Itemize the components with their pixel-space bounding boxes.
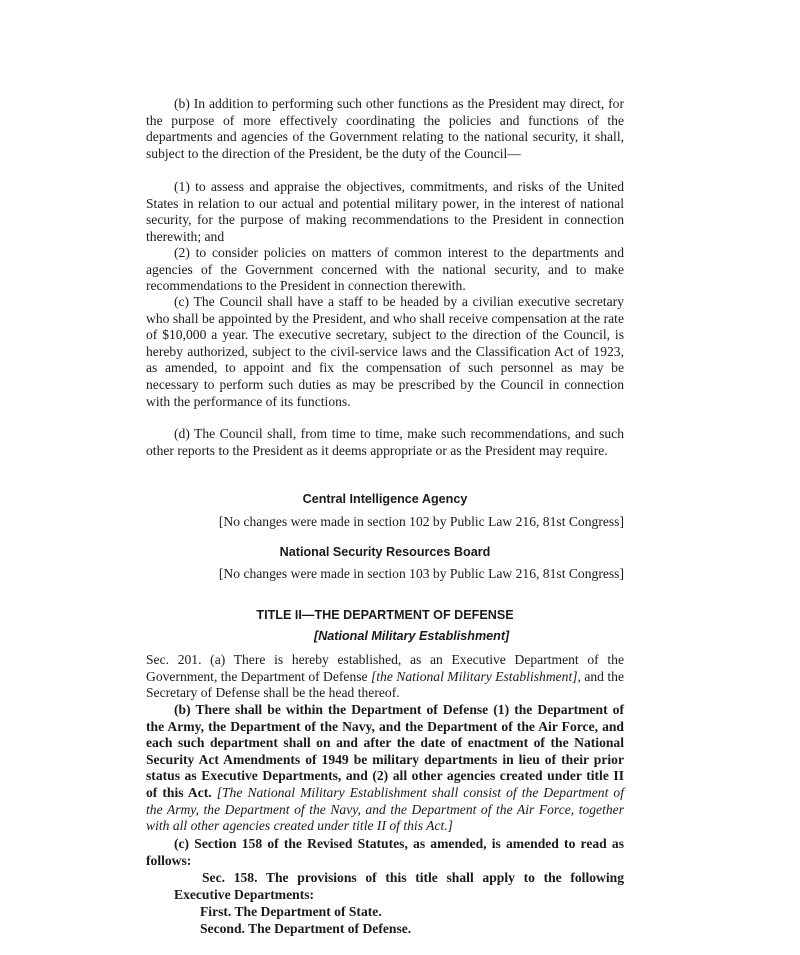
paragraph-d: (d) The Council shall, from time to time, make such recommendations, and such other reports to the President as it deems appropriate or as the President may require. <box>146 426 624 458</box>
cia-note: [No changes were made in section 102 by Public Law 216, 81st Congress] <box>218 514 624 529</box>
paragraph-b1: (1) to assess and appraise the objectives, commitments, and risks of the United States in relation to our actual and potential military power, in the interest of national security, for the purpose of making recommendations to the President in connection therewith; and <box>146 179 624 244</box>
title-ii-subheading: [National Military Establishment] <box>314 629 510 643</box>
sec201-a-struck: [the National Military Establishment] <box>370 668 578 684</box>
sec158-quote <box>146 870 624 903</box>
sec201-a-end: , and the Secretary of Defense shall be the head thereof. <box>146 668 624 701</box>
sec201-b-text: (b) There shall be within the Department of Defense (1) the Department of the Army, the Department of the Navy, and the Department of the Air Force, and each such department shall on and after the date of enactment of the National Security Act Amendments of 1949 be military departments in lieu of their prior status as Executive Departments, and (2) all other agencies created under title II of this Act. <box>146 702 624 800</box>
sec158-text: Sec. 158. The provisions of this title shall apply to the following Executive Departments: <box>174 870 624 902</box>
paragraph-b: (b) In addition to performing such other functions as the President may direct, for the purpose of more effectively coordinating the policies and functions of the departments and agencies of the Government relating to the national security, it shall, subject to the direction of the President, be the duty of the Council— <box>146 96 624 161</box>
sec158-second: Second. The Department of Defense. <box>200 921 412 936</box>
title-ii-heading: TITLE II—THE DEPARTMENT OF DEFENSE <box>256 608 514 622</box>
paragraph-b2: (2) to consider policies on matters of common interest to the departments and agencies of the Government concerned with the national security, and to make recommendations to the President in connection therewith. <box>146 245 624 294</box>
sec201-b-struck: [The National Military Establishment shall consist of the Department of the Army, the Department of the Navy, and the Department of the Air Force, together with all other agencies created under title II of this Act.] <box>146 784 624 834</box>
cia-heading: Central Intelligence Agency <box>302 492 468 506</box>
sec201-b <box>146 702 624 835</box>
sec158-first: First. The Department of State. <box>200 904 382 919</box>
sec201-c: (c) Section 158 of the Revised Statutes, as amended, is amended to read as follows: <box>146 836 624 868</box>
nsrb-note: [No changes were made in section 103 by Public Law 216, 81st Congress] <box>218 566 624 581</box>
sec201-a <box>146 652 624 702</box>
nsrb-heading: National Security Resources Board <box>279 545 491 559</box>
paragraph-c: (c) The Council shall have a staff to be headed by a civilian executive secretary who shall be appointed by the President, and who shall receive compensation at the rate of $10,000 a year. The executive secretary, subject to the direction of the Council, is hereby authorized, subject to the civil-service laws and the Classification Act of 1923, as amended, to appoint and fix the compensation of such personnel as may be necessary to perform such duties as may be prescribed by the Council in connection with the performance of its functions. <box>146 294 624 409</box>
sec201-a-text: Sec. 201. (a) There is hereby established, as an Executive Department of the Government, the Department of Defense <box>146 652 624 684</box>
